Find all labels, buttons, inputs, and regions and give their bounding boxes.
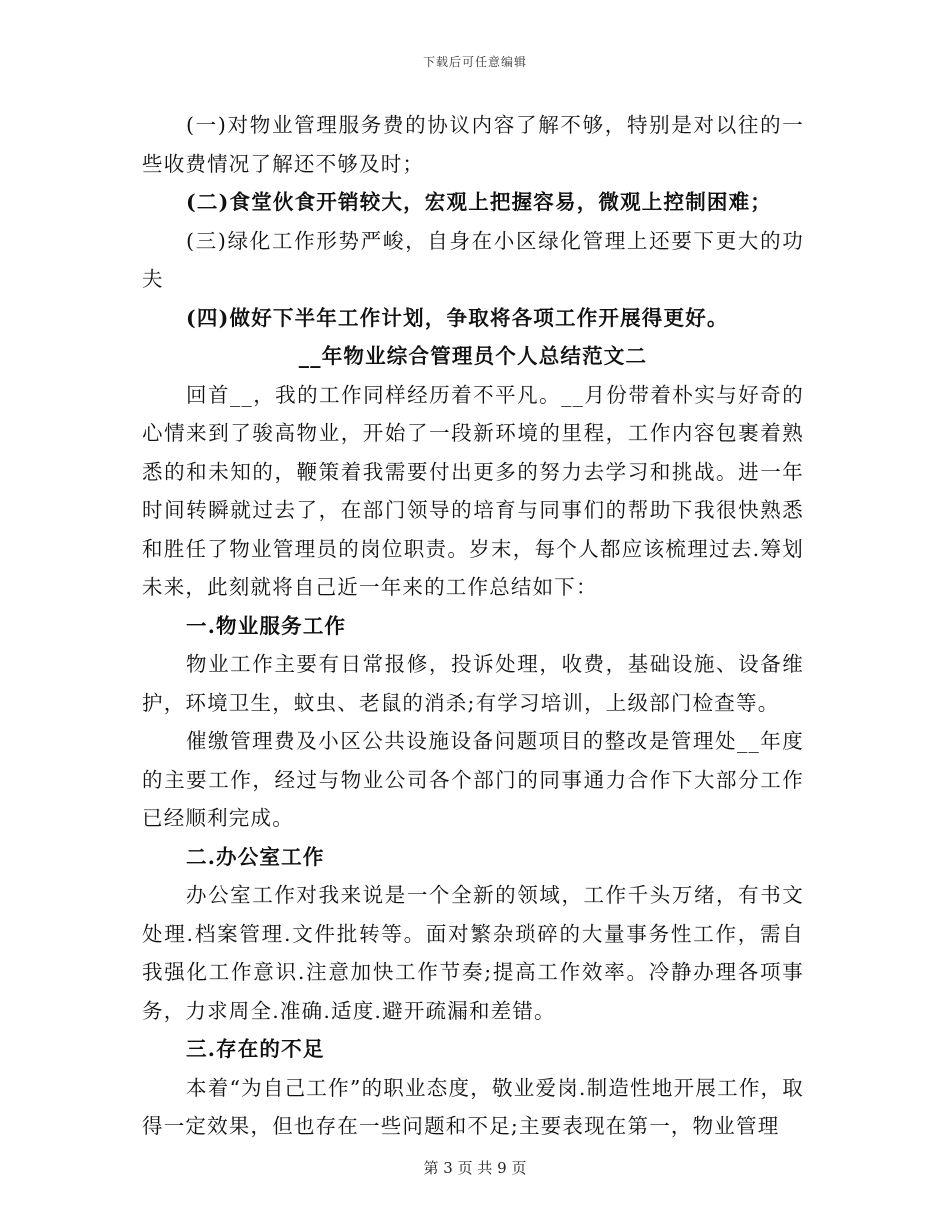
paragraph-intro: 回首__，我的工作同样经历着不平凡。__月份带着朴实与好奇的心情来到了骏高物业，开始了一段新环境的里程，工作内容包裹着熟悉的和未知的，鞭策着我需要付出更多的努力去学习和挑战。进一年时间转瞬就过去了，在部门领导的培育与同事们的帮助下我很快熟悉和胜任了物业管理员的岗位职责。岁末，每个人都应该梳理过去.筹划未来，此刻就将自己近一年来的工作总结如下：	[142, 382, 804, 599]
heading-3: 三.存在的不足	[186, 1037, 325, 1061]
paragraph-1: (一)对物业管理服务费的协议内容了解不够，特别是对以往的一些收费情况了解还不够及时；	[142, 113, 804, 176]
paragraph-office: 办公室工作对我来说是一个全新的领域，工作千头万绪，有书文处理.档案管理.文件批转等。面对繁杂琐碎的大量事务性工作，需自我强化工作意识.注意加快工作节奏;提高工作效率。冷静办理各项事务，力求周全.准确.适度.避开疏漏和差错。	[142, 883, 804, 1023]
page-number: 第 3 页 共 9 页	[423, 1159, 527, 1177]
paragraph-service-1: 物业工作主要有日常报修，投诉处理，收费，基础设施、设备维护，环境卫生，蚊虫、老鼠的消杀;有学习培训，上级部门检查等。	[142, 652, 804, 715]
section-title: __年物业综合管理员个人总结范文二	[298, 344, 648, 368]
paragraph-3: (三)绿化工作形势严峻，自身在小区绿化管理上还要下更大的功夫	[142, 228, 804, 291]
paragraph-4-bold: (四)做好下半年工作计划，争取将各项工作开展得更好。	[186, 305, 729, 330]
document-body	[142, 106, 804, 1146]
page-header-note: 下载后可任意编辑	[422, 55, 527, 69]
paragraph-2-bold: (二)食堂伙食开销较大，宏观上把握容易，微观上控制困难；	[186, 190, 772, 214]
heading-2: 二.办公室工作	[186, 844, 325, 869]
paragraph-shortcomings: 本着“为自己工作”的职业态度，敬业爱岗.制造性地开展工作，取得一定效果，但也存在一些问题和不足;主要表现在第一，物业管理	[142, 1075, 804, 1138]
paragraph-service-2: 催缴管理费及小区公共设施设备问题项目的整改是管理处__年度的主要工作，经过与物业公司各个部门的同事通力合作下大部分工作已经顺利完成。	[142, 729, 804, 830]
heading-1: 一.物业服务工作	[186, 613, 347, 638]
